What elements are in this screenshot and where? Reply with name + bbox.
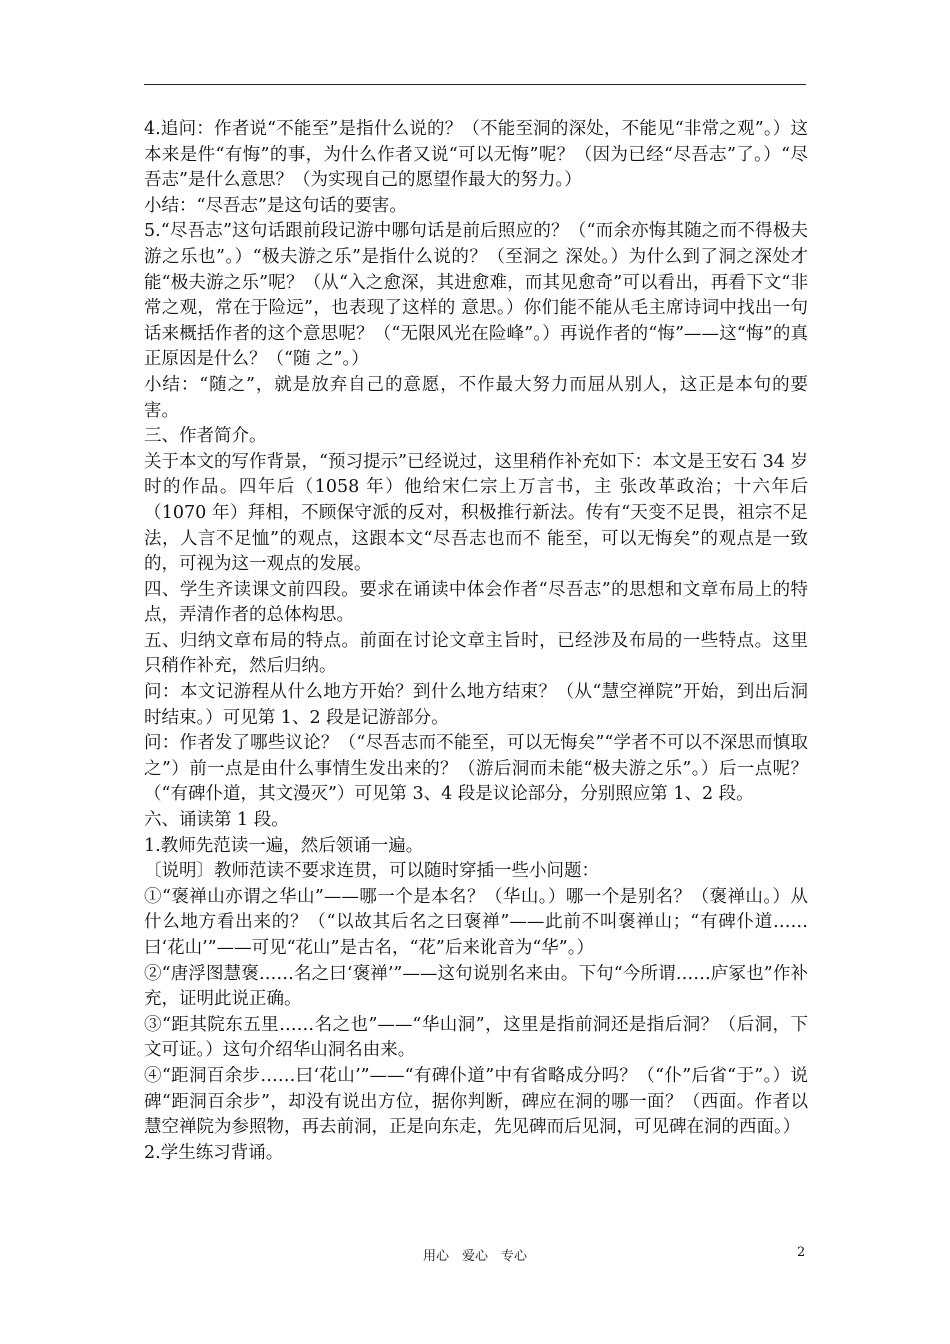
page-number: 2 xyxy=(797,1245,806,1260)
paragraph: 1.教师先范读一遍，然后领诵一遍。 xyxy=(144,835,424,856)
paragraph: 小结：“随之”，就是放弃自己的意愿，不作最大努力而屈从别人，这正是本句的要害。 xyxy=(144,374,808,421)
section-heading: 六、诵读第 1 段。 xyxy=(144,810,289,831)
paragraph: 关于本文的写作背景，“预习提示”已经说过，这里稍作补充如下：本文是王安石 34 岁时的作品。四年后（1058 年）他给宋仁宗上万言书，主 张改革政治；十六年后（1070 年）拜相，不顾保守派的反对，积极推行新法。传有“天变不足畏，祖宗不足法，人言不足恤”的观点，这跟本文“尽吾志也而不 能至，可以无悔矣”的观点是一致的，可视为这一观点的发展。 xyxy=(144,451,808,575)
paragraph: ①“褒禅山亦谓之华山”——哪一个是本名？（华山。）哪一个是别名？（褒禅山。）从什么地方看出来的？（“以故其后名之曰褒禅”——此前不叫褒禅山；“有碑仆道……曰‘花山’”——可见“花山”是古名，“花”后来讹音为“华”。） xyxy=(144,886,808,958)
page-footer: 用心 爱心 专心 xyxy=(422,1249,527,1264)
paragraph: 小结：“尽吾志”是这句话的要害。 xyxy=(144,195,407,216)
paragraph: ③“距其院东五里……名之也”——“华山洞”，这里是指前洞还是指后洞？（后洞，下文可证。）这句介绍华山洞名由来。 xyxy=(144,1014,808,1061)
section-heading: 四、学生齐读课文前四段。要求在诵读中体会作者“尽吾志”的思想和文章布局上的特点，弄清作者的总体构思。 xyxy=(144,579,808,626)
paragraph: 〔说明〕教师范读不要求连贯，可以随时穿插一些小问题： xyxy=(144,861,599,882)
paragraph: 问：本文记游程从什么地方开始？到什么地方结束？（从“慧空禅院”开始，到出后洞时结束。）可见第 1、2 段是记游部分。 xyxy=(144,682,808,728)
paragraph: 2.学生练习背诵。 xyxy=(144,1142,284,1163)
section-heading: 三、作者简介。 xyxy=(144,426,267,447)
paragraph: 问：作者发了哪些议论？（“尽吾志而不能至，可以无悔矣”“学者不可以不深思而慎取之”）前一点是由什么事情生发出来的？（游后洞而未能“极夫游之乐”。）后一点呢？（“有碑仆道，其文漫灭”）可见第 3、4 段是议论部分，分别照应第 1、2 段。 xyxy=(144,733,808,805)
paragraph: ④“距洞百余步……曰‘花山’”——“有碑仆道”中有省略成分吗？（“仆”后省“于”。）说碑“距洞百余步”，却没有说出方位，据你判断，碑应在洞的哪一面？（西面。作者以慧空禅院为参照物，再去前洞，正是向东走，先见碑而后见洞，可见碑在洞的西面。） xyxy=(144,1065,808,1138)
document-body xyxy=(144,117,808,1166)
paragraph: 5.“尽吾志”这句话跟前段记游中哪句话是前后照应的？（“而余亦悔其随之而不得极夫游之乐也”。）“极夫游之乐”是指什么说的？（至洞之 深处。）为什么到了洞之深处才能“极夫游之乐”呢？（从“入之愈深，其进愈难，而其见愈奇”可以看出，再看下文“非常之观，常在于险远”，也表现了这样的 意思。）你们能不能从毛主席诗词中找出一句话来概括作者的这个意思呢？（“无限风光在险峰”。）再说作者的“悔”——这“悔”的真正原因是什么？（“随 之”。） xyxy=(144,221,808,370)
paragraph: ②“唐浮图慧褒……名之曰‘褒禅’”——这句说别名来由。下句“今所谓……庐冢也”作补充，证明此说正确。 xyxy=(144,963,808,1010)
section-heading: 五、归纳文章布局的特点。前面在讨论文章主旨时，已经涉及布局的一些特点。这里只稍作补充，然后归纳。 xyxy=(144,630,808,677)
header-rule xyxy=(144,84,806,85)
paragraph: 4.追问：作者说“不能至”是指什么说的？（不能至洞的深处，不能见“非常之观”。）这本来是件“有悔”的事，为什么作者又说“可以无悔”呢？（因为已经“尽吾志”了。）“尽吾志”是什么意思？（为实现自己的愿望作最大的努力。） xyxy=(144,119,808,191)
